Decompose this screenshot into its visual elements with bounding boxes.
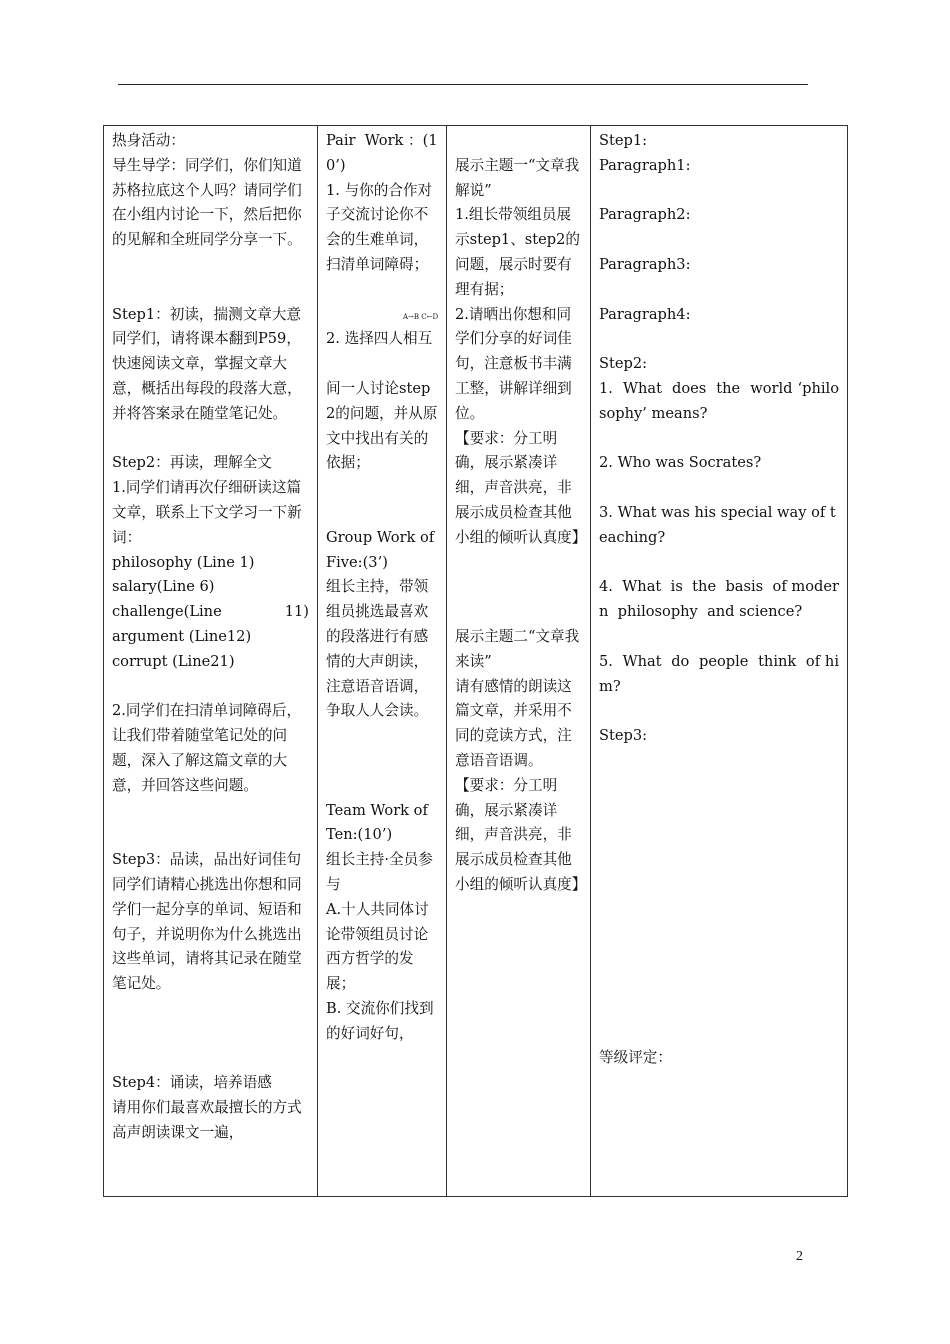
- vocab-word: corrupt (Line21): [112, 652, 235, 670]
- warmup-text: 导生导学：同学们，你们知道苏格拉底这个人吗？请同学们在小组内讨论一下，然后把你的见解和全班同学分享一下。: [112, 156, 302, 249]
- pair-work-title: Pair Work ：(10’): [326, 132, 438, 174]
- theme1-title: 展示主题一“文章我解说”: [455, 156, 580, 199]
- theme1-requirement: 【要求：分工明确，展示紧凑详细，声音洪亮，非展示成员检查其他小组的倾听认真度】: [455, 429, 587, 546]
- step4-title: Step4：诵读，培养语感: [112, 1074, 272, 1092]
- theme1-item2: 2.请晒出你想和同学们分享的好词佳句，注意板书丰满工整，讲解详细到位。: [455, 305, 572, 422]
- step3-text: 同学们请精心挑选出你想和同学们一起分享的单词、短语和句子，并说明你为什么挑选出这些单词，请将其记录在随堂笔记处。: [112, 875, 302, 993]
- step2-item1: 1.同学们请再次仔细研读这篇文章，联系上下文学习一下新词：: [112, 479, 302, 546]
- pair-work-item2: [326, 313, 439, 352]
- group-work-title: Group Work of Five:(3’): [326, 528, 439, 571]
- pair-work-item2-cont: 间一人讨论step2的问题，并从原文中找出有关的依据；: [326, 379, 438, 472]
- step1-text: 同学们，请将课本翻到P59，快速阅读文章，掌握文章大意，概括出每段的段落大意，并将答案录在随堂笔记处。: [112, 330, 302, 422]
- step3-title: Step3：品读，品出好词佳句: [112, 851, 302, 869]
- paragraph-label: Paragraph4:: [599, 305, 691, 323]
- team-work-title: Team Work of Ten:(10’): [326, 801, 433, 844]
- pair-work-item1: 1. 与你的合作对子交流讨论你不会的生难单词，扫清单词障碍；: [326, 181, 433, 273]
- page-number: 2: [796, 1249, 803, 1264]
- vocab-word: argument (Line12): [112, 627, 252, 645]
- paragraph-label: Paragraph3:: [599, 255, 691, 273]
- step1-title: Step1：初读，揣测文章大意: [112, 305, 302, 323]
- steps-column: [104, 126, 318, 1197]
- step2-item2: 2.同学们在扫清单词障碍后，让我们带着随堂笔记处的问题，深入了解这篇文章的大意，并回答这些问题。: [112, 702, 302, 794]
- warmup-title: 热身活动：: [112, 132, 185, 149]
- lesson-table: [103, 125, 848, 1197]
- rotation-mark-sup: A→B C←D: [402, 313, 439, 322]
- question: 5. What do people think of him?: [599, 652, 839, 695]
- rotation-mark-char: 相: [402, 330, 418, 348]
- notes-step2-label: Step2:: [599, 355, 648, 373]
- group-work-text: 组长主持，带领组员挑选最喜欢的段落进行有感情的大声朗读，注意语音语调，争取人人会读。: [326, 578, 429, 720]
- theme1-item1: 1.组长带领组员展示step1、step2的问题，展示时要有理有据；: [455, 206, 581, 298]
- theme2-requirement: 【要求：分工明确，展示紧凑详细，声音洪亮，非展示成员检查其他小组的倾听认真度】: [455, 776, 587, 893]
- notes-step3-label: Step3:: [599, 727, 648, 745]
- theme2-text: 请有感情的朗读这篇文章，并采用不同的竞读方式，注意语音语调。: [455, 677, 572, 769]
- grade-label: 等级评定：: [599, 1048, 672, 1066]
- step4-text: 请用你们最喜欢最擅长的方式高声朗读课文一遍，: [112, 1099, 302, 1141]
- team-work-text: 组长主持·全员参与: [326, 851, 433, 893]
- paragraph-label: Paragraph2:: [599, 206, 691, 224]
- activities-column: [318, 126, 447, 1197]
- vocab-word: salary(Line 6): [112, 578, 215, 596]
- header-rule: [118, 84, 808, 85]
- question: 4. What is the basis of modern philosophy and science?: [599, 578, 839, 621]
- team-work-a: A.十人共同体讨论带领组员讨论西方哲学的发展；: [326, 900, 429, 993]
- pair-item2-suffix: 互: [417, 330, 433, 348]
- notes-step1-label: Step1:: [599, 132, 648, 149]
- team-work-b: B. 交流你们找到的好词好句，: [326, 999, 434, 1042]
- rotation-mark: [402, 313, 439, 352]
- vocab-word: philosophy (Line 1): [112, 553, 255, 571]
- presentation-column: [447, 126, 591, 1197]
- notes-column: [591, 126, 848, 1197]
- paragraph-label: Paragraph1:: [599, 156, 691, 174]
- question: 3. What was his special way of teaching?: [599, 503, 836, 546]
- step2-title: Step2：再读，理解全文: [112, 454, 272, 472]
- pair-item2-prefix: 2. 选择四人: [326, 330, 403, 348]
- theme2-title: 展示主题二“文章我来读”: [455, 627, 580, 670]
- vocab-word: challenge(Line 11): [112, 603, 309, 621]
- question: 1. What does the world ‘philosophy’ means?: [599, 379, 839, 422]
- question: 2. Who was Socrates?: [599, 454, 762, 472]
